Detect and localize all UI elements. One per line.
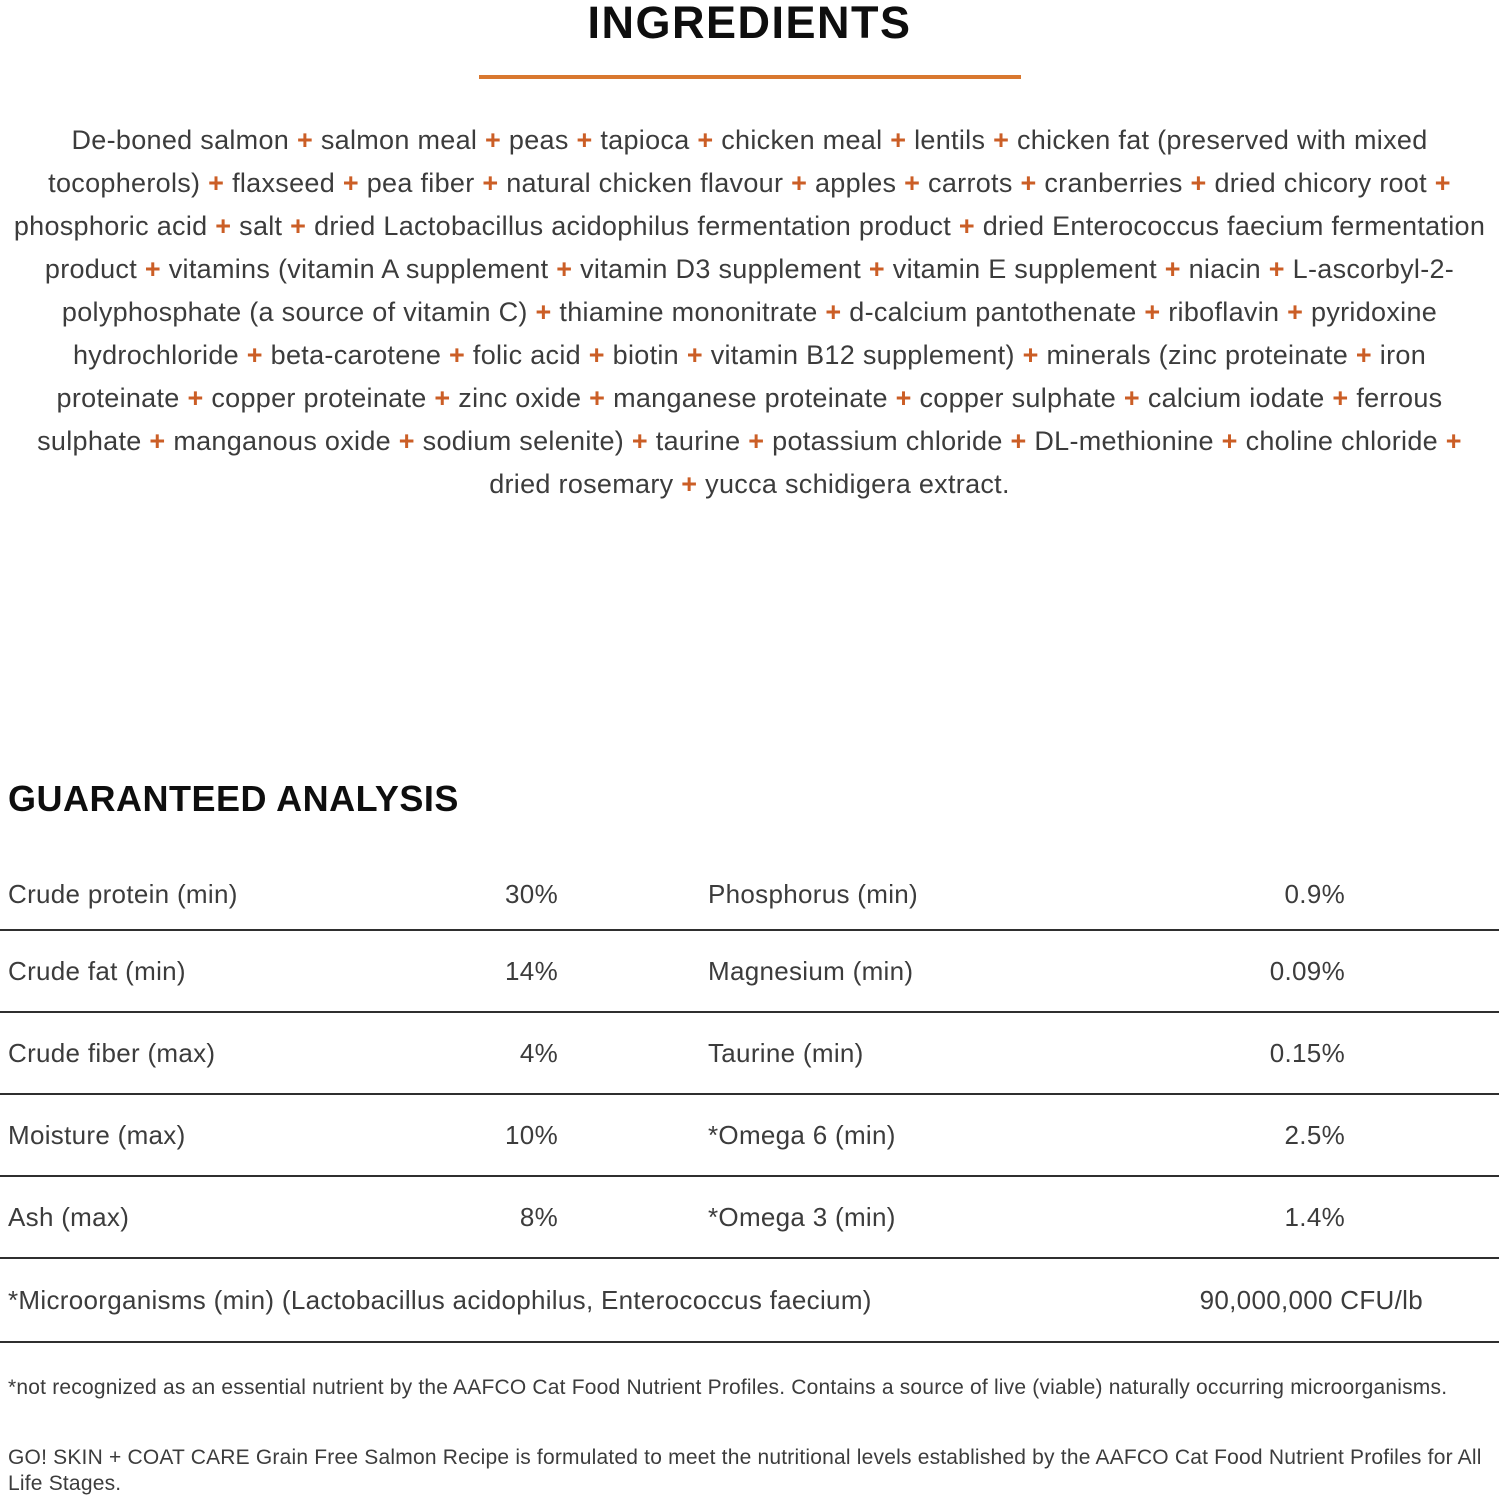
analysis-left-label: Moisture (max) — [8, 1119, 186, 1150]
plus-separator-icon: + — [208, 168, 225, 198]
analysis-right-value: 0.9% — [1284, 878, 1345, 909]
analysis-right-value: 1.4% — [1284, 1201, 1345, 1232]
plus-separator-icon: + — [1287, 297, 1304, 327]
analysis-row — [0, 859, 1499, 931]
ingredients-title: INGREDIENTS — [587, 0, 912, 48]
analysis-left-label: Crude fiber (max) — [8, 1037, 216, 1068]
plus-separator-icon: + — [398, 426, 415, 456]
plus-separator-icon: + — [1434, 168, 1451, 198]
plus-separator-icon: + — [588, 340, 605, 370]
plus-separator-icon: + — [1445, 426, 1462, 456]
plus-separator-icon: + — [144, 254, 161, 284]
analysis-left-value: 10% — [505, 1119, 558, 1150]
analysis-right-value: 0.09% — [1269, 955, 1345, 986]
plus-separator-icon: + — [697, 125, 714, 155]
footnote-formulation: GO! SKIN + COAT CARE Grain Free Salmon Recipe is formulated to meet the nutritional levels established by the AAFCO Cat Food Nutrient Profiles for All Life Stages. — [8, 1446, 1482, 1495]
plus-separator-icon: + — [215, 211, 232, 241]
plus-separator-icon: + — [576, 125, 593, 155]
plus-separator-icon: + — [825, 297, 842, 327]
analysis-row — [0, 1095, 1499, 1177]
plus-separator-icon: + — [1268, 254, 1285, 284]
plus-separator-icon: + — [895, 383, 912, 413]
plus-separator-icon: + — [1022, 340, 1039, 370]
analysis-left-label: Crude fat (min) — [8, 955, 186, 986]
analysis-title: GUARANTEED ANALYSIS — [8, 778, 459, 819]
analysis-left-value: 4% — [519, 1037, 558, 1068]
plus-separator-icon: + — [1144, 297, 1161, 327]
plus-separator-icon: + — [342, 168, 359, 198]
plus-separator-icon: + — [958, 211, 975, 241]
plus-separator-icon: + — [904, 168, 921, 198]
plus-separator-icon: + — [296, 125, 314, 155]
analysis-right-value: 0.15% — [1269, 1037, 1345, 1068]
analysis-left-label: Ash (max) — [8, 1201, 130, 1232]
analysis-wide-row — [0, 1259, 1499, 1343]
plus-separator-icon: + — [1010, 426, 1027, 456]
analysis-row — [0, 1177, 1499, 1259]
ingredients-paragraph: De-boned salmon + salmon meal + peas + tapioca + chicken meal + lentils + chicken fat (preserved with mixed tocopherols) + flaxseed + pea fiber + natural chicken flavour + apples + carrots + cranberries + dried chicory root + phosphoric acid + salt + dried Lactobacillus acidophilus fermentation product + dried Enterococcus faecium fermentation product + vitamins (vitamin A supplement + vitamin D3 supplement + vitamin E supplement + niacin + L-ascorbyl-2-polyphosphate (a source of vitamin C) + thiamine mononitrate + d-calcium pantothenate + riboflavin + pyridoxine hydrochloride + beta-carotene + folic acid + biotin + vitamin B12 supplement) + minerals (zinc proteinate + iron proteinate + copper proteinate + zinc oxide + manganese proteinate + copper sulphate + calcium iodate + ferrous sulphate + manganous oxide + sodium selenite) + taurine + potassium chloride + DL-methionine + choline chloride + dried rosemary + yucca schidigera extract. — [13, 125, 1486, 499]
analysis-table — [0, 859, 1499, 1343]
analysis-left-label: Crude protein (min) — [8, 878, 238, 909]
plus-separator-icon: + — [246, 340, 263, 370]
analysis-right-label: Magnesium (min) — [708, 955, 914, 986]
plus-separator-icon: + — [1164, 254, 1181, 284]
plus-separator-icon: + — [993, 125, 1010, 155]
plus-separator-icon: + — [187, 383, 204, 413]
analysis-right-value: 2.5% — [1284, 1119, 1345, 1150]
plus-separator-icon: + — [890, 125, 907, 155]
analysis-left-value: 14% — [505, 955, 558, 986]
plus-separator-icon: + — [631, 426, 648, 456]
plus-separator-icon: + — [449, 340, 466, 370]
plus-separator-icon: + — [149, 426, 166, 456]
plus-separator-icon: + — [681, 469, 698, 499]
analysis-row — [0, 1013, 1499, 1095]
analysis-right-label: Phosphorus (min) — [708, 878, 918, 909]
plus-separator-icon: + — [1123, 383, 1140, 413]
plus-separator-icon: + — [1020, 168, 1037, 198]
plus-separator-icon: + — [556, 254, 573, 284]
title-divider — [479, 75, 1021, 79]
analysis-wide-value: 90,000,000 CFU/lb — [1199, 1284, 1423, 1315]
analysis-left-value: 8% — [519, 1201, 558, 1232]
plus-separator-icon: + — [791, 168, 808, 198]
plus-separator-icon: + — [535, 297, 552, 327]
analysis-left-value: 30% — [505, 878, 558, 909]
analysis-right-label: *Omega 6 (min) — [708, 1119, 896, 1150]
plus-separator-icon: + — [1221, 426, 1238, 456]
plus-separator-icon: + — [482, 168, 499, 198]
plus-separator-icon: + — [290, 211, 307, 241]
plus-separator-icon: + — [1190, 168, 1207, 198]
footnote-aafco-nutrient: *not recognized as an essential nutrient by the AAFCO Cat Food Nutrient Profiles. Contains a source of live (viable) naturally occurring microorganisms. — [8, 1376, 1448, 1399]
analysis-right-label: Taurine (min) — [708, 1037, 864, 1068]
plus-separator-icon: + — [589, 383, 606, 413]
analysis-wide-label: *Microorganisms (min) (Lactobacillus acidophilus, Enterococcus faecium) — [8, 1284, 872, 1315]
plus-separator-icon: + — [434, 383, 451, 413]
plus-separator-icon: + — [748, 426, 765, 456]
analysis-row — [0, 931, 1499, 1013]
plus-separator-icon: + — [686, 340, 703, 370]
plus-separator-icon: + — [485, 125, 502, 155]
analysis-right-label: *Omega 3 (min) — [708, 1201, 896, 1232]
plus-separator-icon: + — [868, 254, 885, 284]
plus-separator-icon: + — [1355, 340, 1372, 370]
plus-separator-icon: + — [1332, 383, 1349, 413]
